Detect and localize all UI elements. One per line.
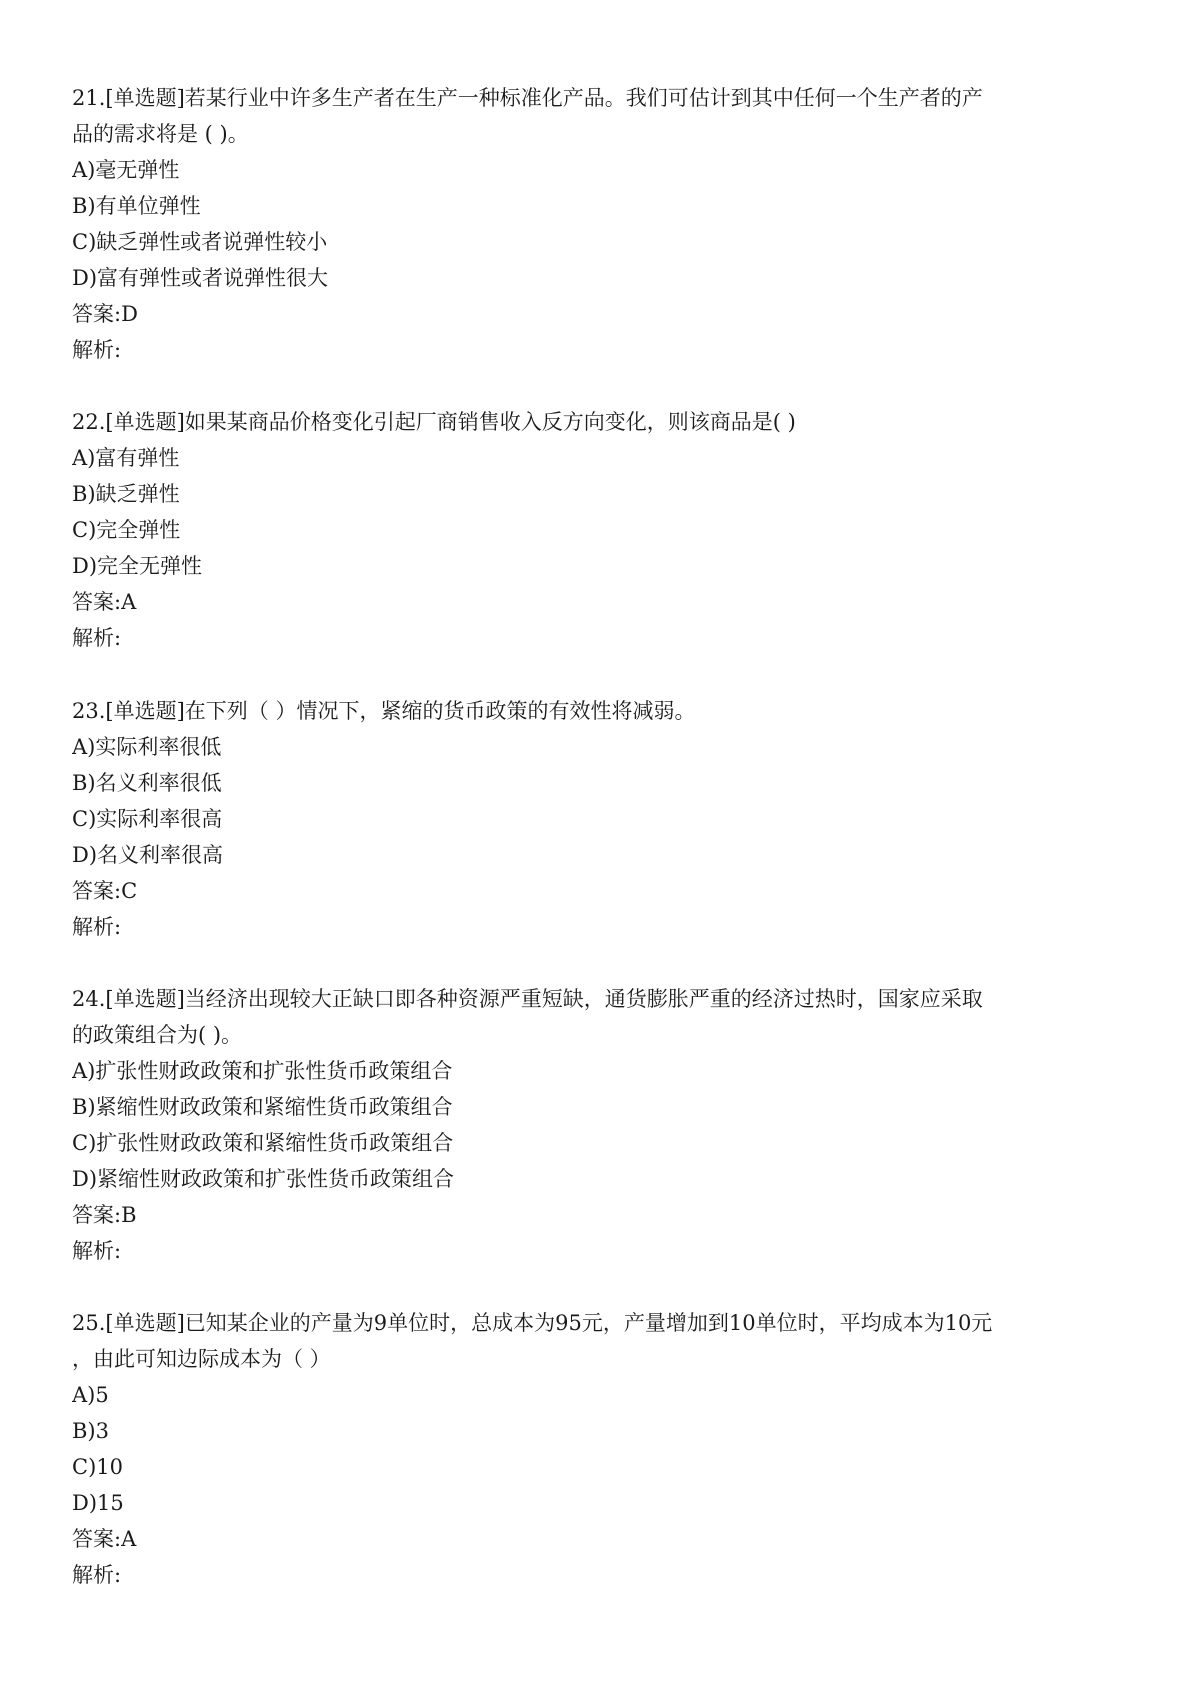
answer: 答案:A [72,1527,137,1551]
question-21 [72,80,1128,368]
answer: 答案:A [72,590,137,614]
option-d: D)15 [72,1491,124,1515]
answer: 答案:C [72,879,138,903]
option-d: D)完全无弹性 [72,554,203,578]
option-c: C)扩张性财政政策和紧缩性货币政策组合 [72,1131,454,1155]
option-c: C)缺乏弹性或者说弹性较小 [72,230,328,254]
option-c: C)实际利率很高 [72,807,223,831]
option-d: D)名义利率很高 [72,843,224,867]
question-22 [72,404,1128,656]
option-b: B)缺乏弹性 [72,482,180,506]
question-stem-line: 品的需求将是 ( )。 [72,122,249,146]
option-b: B)名义利率很低 [72,771,222,795]
option-b: B)紧缩性财政政策和紧缩性货币政策组合 [72,1095,453,1119]
question-23 [72,693,1128,945]
analysis: 解析: [72,915,122,939]
answer: 答案:D [72,302,138,326]
option-b: B)有单位弹性 [72,194,201,218]
question-stem-line: 23.[单选题]在下列（ ）情况下，紧缩的货币政策的有效性将减弱。 [72,699,696,723]
question-25 [72,1305,1128,1593]
question-24 [72,981,1128,1269]
question-stem-line: ，由此可知边际成本为（ ） [72,1347,331,1371]
option-a: A)毫无弹性 [72,158,180,182]
answer: 答案:B [72,1203,137,1227]
option-a: A)富有弹性 [72,446,180,470]
analysis: 解析: [72,1239,122,1263]
option-c: C)10 [72,1455,123,1479]
question-stem-line: 21.[单选题]若某行业中许多生产者在生产一种标准化产品。我们可估计到其中任何一个生产者的产 [72,86,983,110]
option-a: A)实际利率很低 [72,735,222,759]
option-d: D)紧缩性财政政策和扩张性货币政策组合 [72,1167,455,1191]
question-stem-line: 24.[单选题]当经济出现较大正缺口即各种资源严重短缺，通货膨胀严重的经济过热时，国家应采取 [72,987,983,1011]
analysis: 解析: [72,338,122,362]
option-a: A)5 [72,1383,109,1407]
option-c: C)完全弹性 [72,518,181,542]
option-b: B)3 [72,1419,109,1443]
analysis: 解析: [72,1563,122,1587]
option-a: A)扩张性财政政策和扩张性货币政策组合 [72,1059,453,1083]
analysis: 解析: [72,626,122,650]
option-d: D)富有弹性或者说弹性很大 [72,266,329,290]
question-stem-line: 22.[单选题]如果某商品价格变化引起厂商销售收入反方向变化，则该商品是( ) [72,410,796,434]
question-stem-line: 的政策组合为( )。 [72,1023,243,1047]
question-stem-line: 25.[单选题]已知某企业的产量为9单位时，总成本为95元，产量增加到10单位时，平均成本为10元 [72,1311,993,1335]
